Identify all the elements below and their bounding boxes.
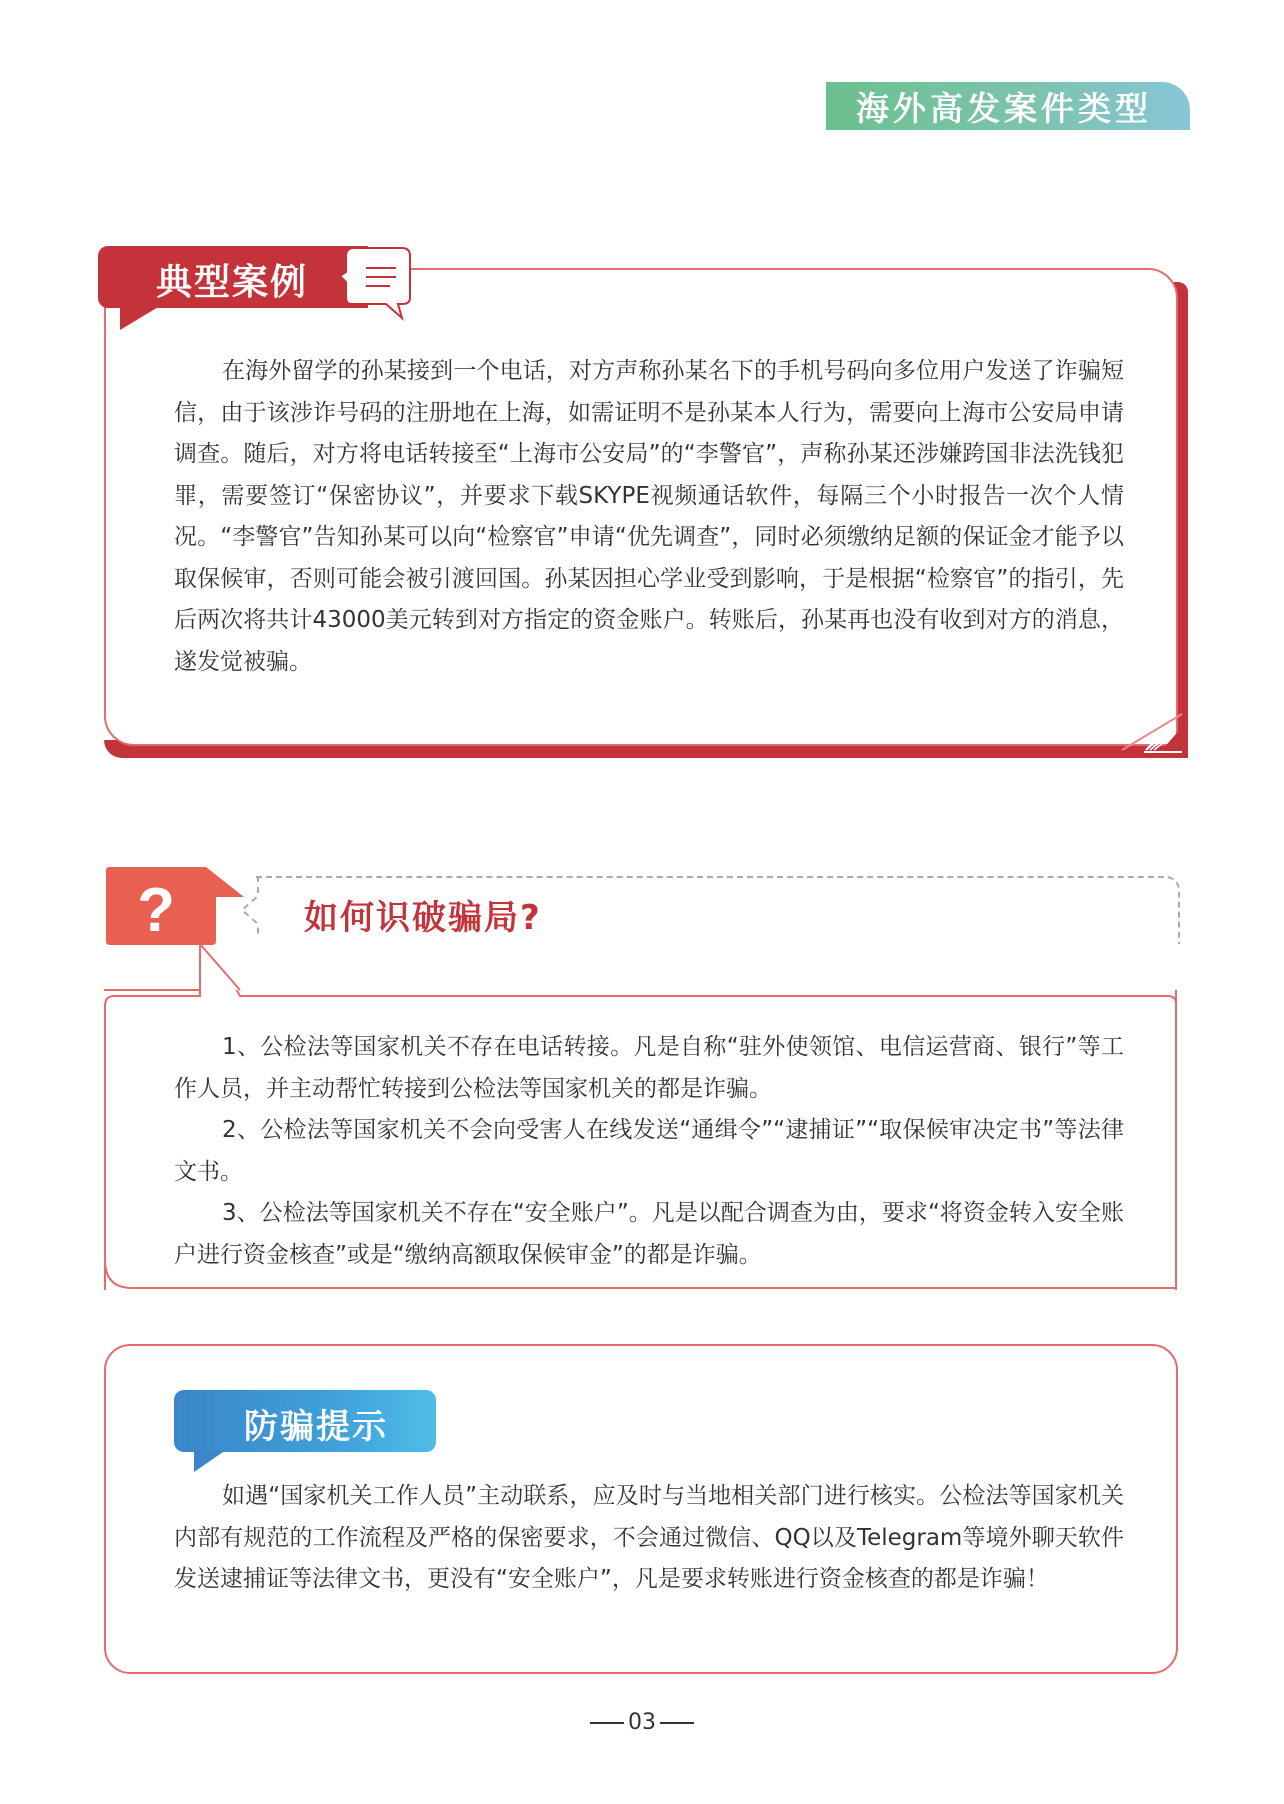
page-number-text: 03 — [628, 1710, 656, 1735]
page-number-line-left — [590, 1722, 624, 1724]
identify-card-connector — [104, 944, 244, 994]
tip-header-tail — [194, 1450, 226, 1472]
tip-body — [174, 1476, 1124, 1601]
case-header-tail — [120, 306, 160, 330]
identify-point: 2、公检法等国家机关不会向受害人在线发送“通缉令”“逮捕证”“取保候审决定书”等法律文书。 — [174, 1117, 1124, 1185]
identify-title: 如何识破骗局? — [304, 898, 542, 938]
page-number — [590, 1710, 694, 1735]
case-body — [174, 351, 1124, 683]
case-title: 典型案例 — [156, 262, 309, 303]
page-number-line-right — [660, 1722, 694, 1724]
identify-title-frame-left — [240, 876, 260, 938]
tip-header — [174, 1390, 436, 1452]
chapter-tab-label: 海外高发案件类型 — [856, 88, 1152, 128]
identify-body — [174, 1027, 1124, 1276]
tip-title: 防骗提示 — [244, 1407, 388, 1447]
svg-text:?: ? — [137, 876, 175, 945]
tip-paragraph: 如遇“国家机关工作人员”主动联系，应及时与当地相关部门进行核实。公检法等国家机关内部有规范的工作流程及严格的保密要求，不会通过微信、QQ以及Telegram等境外聊天软件发送逮捕证等法律文书，更没有“安全账户”，凡是要求转账进行资金核查的都是诈骗！ — [174, 1483, 1124, 1592]
case-paragraph: 在海外留学的孙某接到一个电话，对方声称孙某名下的手机号码向多位用户发送了诈骗短信，由于该涉诈号码的注册地在上海，如需证明不是孙某本人行为，需要向上海市公安局申请调查。随后，对方将电话转接至“上海市公安局”的“李警官”，声称孙某还涉嫌跨国非法洗钱犯罪，需要签订“保密协议”，并要求下载SKYPE视频通话软件，每隔三个小时报告一次个人情况。“李警官”告知孙某可以向“检察官”申请“优先调查”，同时必须缴纳足额的保证金才能予以取保候审，否则可能会被引渡回国。孙某因担心学业受到影响，于是根据“检察官”的指引，先后两次将共计43000美元转到对方指定的资金账户。转账后，孙某再也没有收到对方的消息，遂发觉被骗。 — [174, 358, 1124, 675]
chapter-tab — [826, 82, 1190, 130]
identify-point: 1、公检法等国家机关不存在电话转接。凡是自称“驻外使领馆、电信运营商、银行”等工作人员，并主动帮忙转接到公检法等国家机关的都是诈骗。 — [174, 1034, 1124, 1102]
identify-point: 3、公检法等国家机关不存在“安全账户”。凡是以配合调查为由，要求“将资金转入安全账户进行资金核查”或是“缴纳高额取保候审金”的都是诈骗。 — [174, 1200, 1124, 1268]
question-mark-icon — [106, 867, 246, 945]
speech-bubble-list-icon — [340, 246, 412, 322]
pen-icon — [1102, 706, 1188, 758]
